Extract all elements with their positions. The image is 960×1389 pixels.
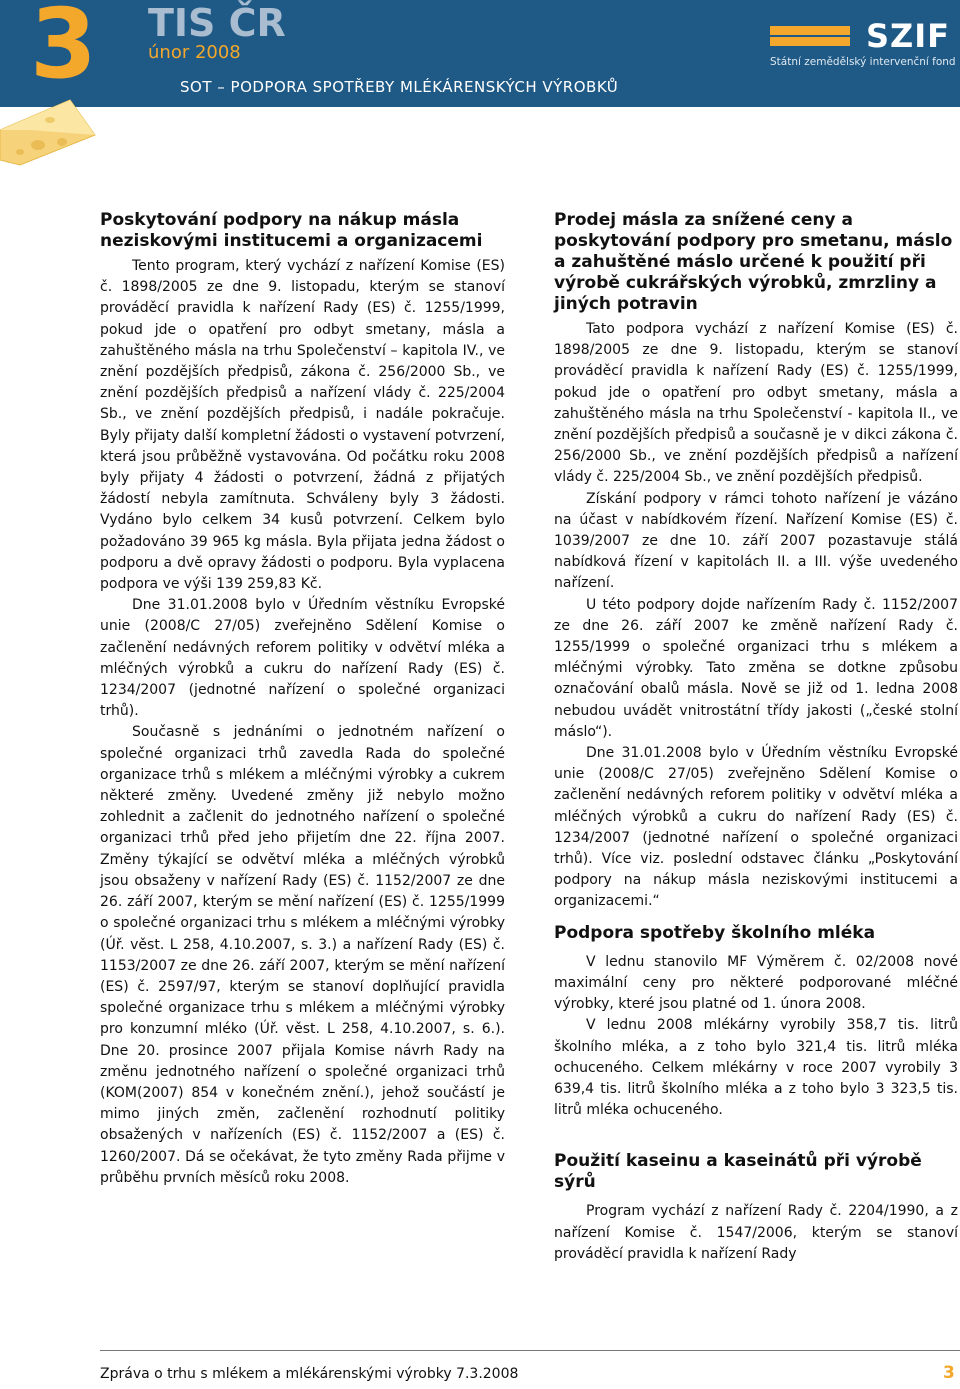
paragraph: Program vychází z nařízení Rady č. 2204/1990, a z nařízení Komise č. 1547/2006, kterým se stanoví prováděcí pravidla k nařízení Rady bbox=[554, 1203, 958, 1262]
cheese-icon bbox=[0, 90, 100, 170]
paragraph: Získání podpory v rámci tohoto nařízení je vázáno na účast v nabídkovém řízení. Nařízení Komise (ES) č. 1039/2007 ze dne 10. září 2007 pozastavuje stálá nabídková řízení v kapitolách II. a III. výše uvedeného nařízení. bbox=[554, 490, 958, 592]
section-heading-butter-sale: Prodej másla za snížené ceny a poskytování podpory pro smetanu, máslo a zahuštěné máslo určené k použití při výrobě cukrářských výrobků, zmrzliny a jiných potravin bbox=[554, 210, 953, 314]
paragraph: Dne 31.01.2008 bylo v Úředním věstníku Evropské unie (2008/C 27/05) zveřejněno Sdělení Komise o začlenění nedávných reforem politiky v odvětví mléka a mléčných výrobků a cukru do nařízení Rady (ES) č. 1234/2007 (jednotné nařízení o společné organizaci trhů). Více viz. poslední odstavec článku „Poskytování podpory na nákup másla neziskovými institucemi a organizacemi.“ bbox=[554, 745, 958, 910]
header-subtitle: SOT – PODPORA SPOTŘEBY MLÉKÁRENSKÝCH VÝROBKŮ bbox=[180, 78, 619, 96]
paragraph: Tento program, který vychází z nařízení Komise (ES) č. 1898/2005 ze dne 9. listopadu, kterým se stanoví prováděcí pravidla k nařízení Rady (ES) č. 1255/1999, pokud jde o opatření pro odbyt smetany, másla a zahuštěného másla na trhu Společenství – kapitola IV., ve znění pozdějších předpisů, zákona č. 256/2000 Sb., ve znění pozdějších předpisů a nařízení vlády č. 225/2004 Sb., ve znění pozdějších předpisů, i nadále pokračuje. Byly přijaty další kompletní žádosti o vystavení potvrzení, která jsou průběžně vystavována. Od počátku roku 2008 byly přijaty 4 žádosti o potvrzení, žádná z přijatých žádostí nebyla zamítnuta. Schváleny byly 3 žádosti. Vydáno bylo celkem 34 kusů potvrzení. Celkem bylo požadováno 39 965 kg másla. Byla přijata jedna žádost o podporu a dvě opravy žádosti o podporu. Byla vyplacena podpora ve výši 139 259,83 Kč. bbox=[100, 258, 505, 593]
paragraph: Dne 31.01.2008 bylo v Úředním věstníku Evropské unie (2008/C 27/05) zveřejněno Sdělení Komise o začlenění nedávných reforem politiky v odvětví mléka a mléčných výrobků a cukru do nařízení Rady (ES) č. 1234/2007 (jednotné nařízení o společné organizaci trhů). bbox=[100, 597, 505, 720]
section-heading-school-milk: Podpora spotřeby školního mléka bbox=[554, 922, 876, 943]
szif-logo bbox=[770, 17, 960, 74]
footer-divider bbox=[100, 1350, 960, 1351]
section-heading-butter-nonprofit: Poskytování podpory na nákup másla neziskovými institucemi a organizacemi bbox=[100, 210, 483, 251]
paragraph: Současně s jednáními o jednotném nařízení o společné organizaci trhů zavedla Rada do společné organizace trhů s mlékem a mléčnými výrobky a cukrem některé změny. Uvedené změny již nebylo možno zohlednit a začlenit do jednotného nařízení o společné organizaci trhů před jeho přijetím dne 22. října 2007. Změny týkající se odvětví mléka a mléčných výrobků jsou obsaženy v nařízení Rady (ES) č. 1152/2007 ze dne 26. září 2007, kterým se mění nařízení (ES) č. 1255/1999 o společné organizaci trhu s mlékem a mléčnými výrobky (Úř. věst. L 258, 4.10.2007, s. 3.) a nařízení Rady (ES) č. 1153/2007 ze dne 26. září 2007, kterým se mění nařízení (ES) č. 2597/97, kterým se stanoví doplňující pravidla společné organizace trhu s mlékem a mléčnými výrobky pro konzumní mléko (Úř. věst. L 258, 4.10.2007, s. 6.). Dne 20. prosince 2007 přijala Komise návrh Rady na změnu jednotného nařízení o společné organizaci trhů (KOM(2007) 854 v konečném znění.), jehož součástí je mimo jiných změn, začlenění rozhodnutí politiky obsažených v nařízeních (ES) č. 1152/2007 a (ES) č. 1260/2007. Dá se očekávat, že tyto změny Rada přijme v průběhu prvních měsíců roku 2008. bbox=[100, 724, 505, 1186]
page-header bbox=[0, 0, 960, 190]
szif-logo-subtitle: Státní zemědělský intervenční fond bbox=[770, 56, 956, 68]
paragraph: Tato podpora vychází z nařízení Komise (ES) č. 1898/2005 ze dne 9. listopadu, kterým se stanoví prováděcí pravidla k nařízení Rady (ES) č. 1255/1999, pokud jde o opatření pro odbyt smetany, másla a zahuštěného másla na trhu Společenství - kapitola II., ve znění pozdějších předpisů a současně je v dikci zákona č. 256/2000 Sb., ve znění pozdějších předpisů a nařízení vlády č. 225/2004 Sb., ve znění pozdějších předpisů. bbox=[554, 321, 958, 486]
page-number: 3 bbox=[943, 1363, 955, 1383]
right-column bbox=[554, 210, 958, 1265]
footer-text: Zpráva o trhu s mlékem a mlékárenskými výrobky 7.3.2008 bbox=[100, 1366, 519, 1382]
szif-logo-text: SZIF bbox=[866, 17, 951, 55]
brand-title: TIS ČR bbox=[148, 1, 286, 45]
left-column bbox=[100, 210, 505, 1189]
paragraph: V lednu 2008 mlékárny vyrobily 358,7 tis. litrů školního mléka, a z toho bylo 321,4 tis. litrů mléka ochuceného. Celkem mlékárny v roce 2007 vyrobily 3 639,4 tis. litrů školního mléka a z toho bylo 3 323,5 tis. litrů mléka ochuceného. bbox=[554, 1017, 958, 1119]
paragraph: U této podpory dojde nařízením Rady č. 1152/2007 ze dne 26. září 2007 ke změně nařízení Rady č. 1255/1999 o společné organizaci trhu s mlékem a mléčnými výrobky. Tato změna se dotkne způsobu označování obalů másla. Nově se již od 1. ledna 2008 nebudou uvádět vnitrostátní třídy jakosti („české stolní máslo“). bbox=[554, 596, 958, 740]
issue-date: únor 2008 bbox=[148, 42, 241, 63]
section-heading-casein: Použití kaseinu a kaseinátů při výrobě sýrů bbox=[554, 1151, 922, 1193]
szif-logo-icon bbox=[770, 26, 850, 48]
issue-number: 3 bbox=[30, 0, 95, 100]
paragraph: V lednu stanovilo MF Výměrem č. 02/2008 nové maximální ceny pro některé podporované mléčné výrobky, které jsou platné od 1. února 2008. bbox=[554, 953, 958, 1013]
